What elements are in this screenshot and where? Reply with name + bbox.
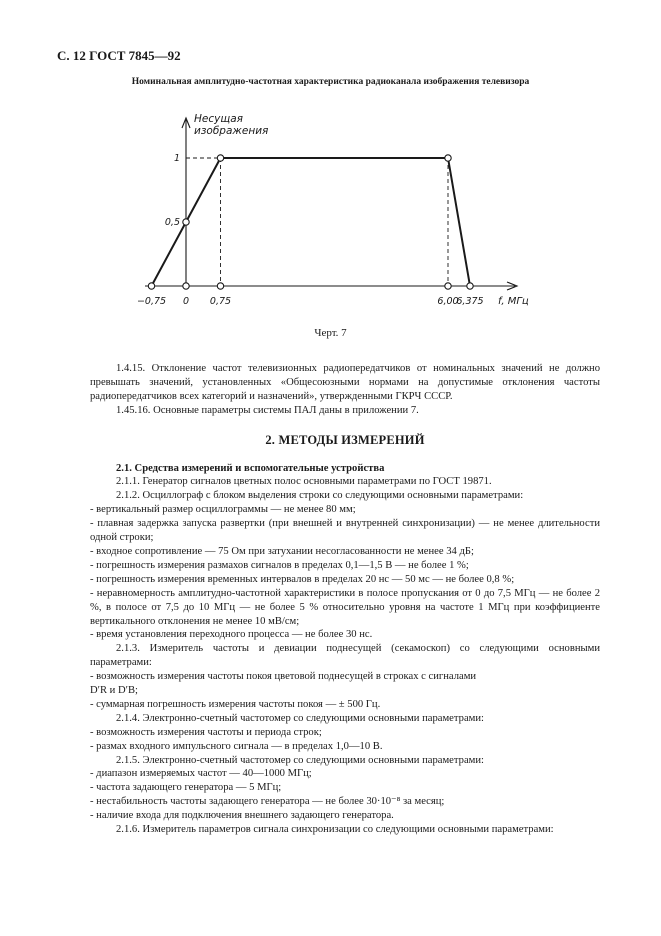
curve-point-2 bbox=[217, 155, 223, 161]
axis-point-guide-1 bbox=[445, 283, 451, 289]
item-2-1-2: 2.1.2. Осциллограф с блоком выделения строки со следующими основными параметрами: bbox=[116, 490, 524, 502]
bullet-2-1-3-a-cont: D′R и D′B; bbox=[90, 685, 138, 697]
y-axis-label-line1: Несущая bbox=[194, 113, 243, 125]
bullet-2-1-3-a: - возможность измерения частоты покоя цветовой поднесущей в строках с сигналами bbox=[90, 671, 477, 683]
item-2-1-5: 2.1.5. Электронно-счетный частотомер со следующими основными параметрами: bbox=[116, 754, 484, 766]
bullet-2-1-5-d: - наличие входа для подключения внешнего задающего генератора. bbox=[90, 810, 394, 822]
paragraph-1-45-16: 1.45.16. Основные параметры системы ПАЛ даны в приложении 7. bbox=[116, 404, 419, 416]
bullet-2-1-5-b: - частота задающего генератора — 5 МГц; bbox=[90, 782, 282, 794]
frequency-response-chart bbox=[120, 100, 550, 315]
y-axis-label-line2: изображения bbox=[194, 125, 269, 137]
bullet-2-1-5-c: - нестабильность частоты задающего генератора — не более 30·10⁻⁸ за месяц; bbox=[90, 796, 445, 808]
axis-point-guide-0 bbox=[217, 283, 223, 289]
curve-point-4 bbox=[467, 283, 473, 289]
figure-caption: Черт. 7 bbox=[314, 327, 347, 339]
bullet-2-1-2-g: - время установления переходного процесса — не более 30 нс. bbox=[90, 629, 373, 641]
section-title: 2. МЕТОДЫ ИЗМЕРЕНИЙ bbox=[265, 432, 425, 447]
paragraph-1-4-15: 1.4.15. Отклонение частот телевизионных радиопередатчиков от номинальных значений не должно превышать значений, установленных «Общесоюзными нормами на допустимые отклонения частоты радиопередатчиков всех категорий и назначений», утвержденными ГКРЧ СССР. bbox=[90, 363, 600, 402]
x-tick-label: 0 bbox=[182, 296, 190, 307]
y-tick-label: 0,5 bbox=[164, 217, 180, 228]
subsection-2-1: 2.1. Средства измерений и вспомогательные устройства bbox=[116, 462, 385, 474]
x-tick-label: 0,75 bbox=[209, 296, 232, 307]
document-body bbox=[90, 362, 600, 837]
response-curve bbox=[152, 158, 471, 286]
bullet-2-1-2-b: - плавная задержка запуска развертки (при внешней и внутренней синхронизации) — не менее длительности одной строки; bbox=[90, 518, 600, 544]
x-tick-label: 6,00 bbox=[437, 296, 459, 307]
x-tick-label: −0,75 bbox=[136, 296, 167, 307]
item-2-1-1: 2.1.1. Генератор сигналов цветных полос основными параметрами по ГОСТ 19871. bbox=[116, 476, 492, 488]
bullet-2-1-2-c: - входное сопротивление — 75 Ом при затухании несогласованности не менее 34 дБ; bbox=[90, 545, 474, 557]
curve-point-1 bbox=[183, 219, 189, 225]
item-2-1-6: 2.1.6. Измеритель параметров сигнала синхронизации со следующими основными параметрами: bbox=[116, 824, 554, 836]
item-2-1-3: 2.1.3. Измеритель частоты и девиации поднесущей (секамоскоп) со следующими основными параметрами: bbox=[90, 643, 600, 669]
bullet-2-1-2-d: - погрешность измерения размахов сигналов в пределах 0,1—1,5 В — не более 1 %; bbox=[90, 559, 469, 571]
y-tick-label: 1 bbox=[173, 153, 180, 164]
bullet-2-1-2-e: - погрешность измерения временных интервалов в пределах 20 нс — 50 мс — не более 0,8 %; bbox=[90, 573, 515, 585]
curve-point-0 bbox=[148, 283, 154, 289]
axis-point-origin bbox=[183, 283, 189, 289]
bullet-2-1-2-a: - вертикальный размер осциллограммы — не менее 80 мм; bbox=[90, 504, 356, 516]
item-2-1-4: 2.1.4. Электронно-счетный частотомер со следующими основными параметрами: bbox=[116, 712, 484, 724]
figure-title: Номинальная амплитудно-частотная характеристика радиоканала изображения телевизора bbox=[131, 77, 530, 87]
x-axis-label: f, МГц bbox=[498, 296, 529, 307]
bullet-2-1-3-b: - суммарная погрешность измерения частоты покоя — ± 500 Гц. bbox=[90, 698, 381, 710]
curve-point-3 bbox=[445, 155, 451, 161]
bullet-2-1-2-f: - неравномерность амплитудно-частотной характеристики в полосе пропускания от 0 до 7,5 МГц — не более 2 %, в полосе от 7,5 до 10 МГц — не более 5 % относительно уровня на частоте 1 МГц при коэффициенте вертикального отклонения не менее 10 мВ/см; bbox=[90, 587, 600, 627]
bullet-2-1-4-a: - возможность измерения частоты и периода строк; bbox=[90, 726, 322, 738]
x-tick-label: 6,375 bbox=[456, 296, 484, 307]
bullet-2-1-4-b: - размах входного импульсного сигнала — в пределах 1,0—10 В. bbox=[90, 740, 383, 752]
page-header: С. 12 ГОСТ 7845—92 bbox=[57, 48, 181, 63]
bullet-2-1-5-a: - диапазон измеряемых частот — 40—1000 МГц; bbox=[90, 768, 312, 780]
chart-svg bbox=[120, 100, 550, 315]
